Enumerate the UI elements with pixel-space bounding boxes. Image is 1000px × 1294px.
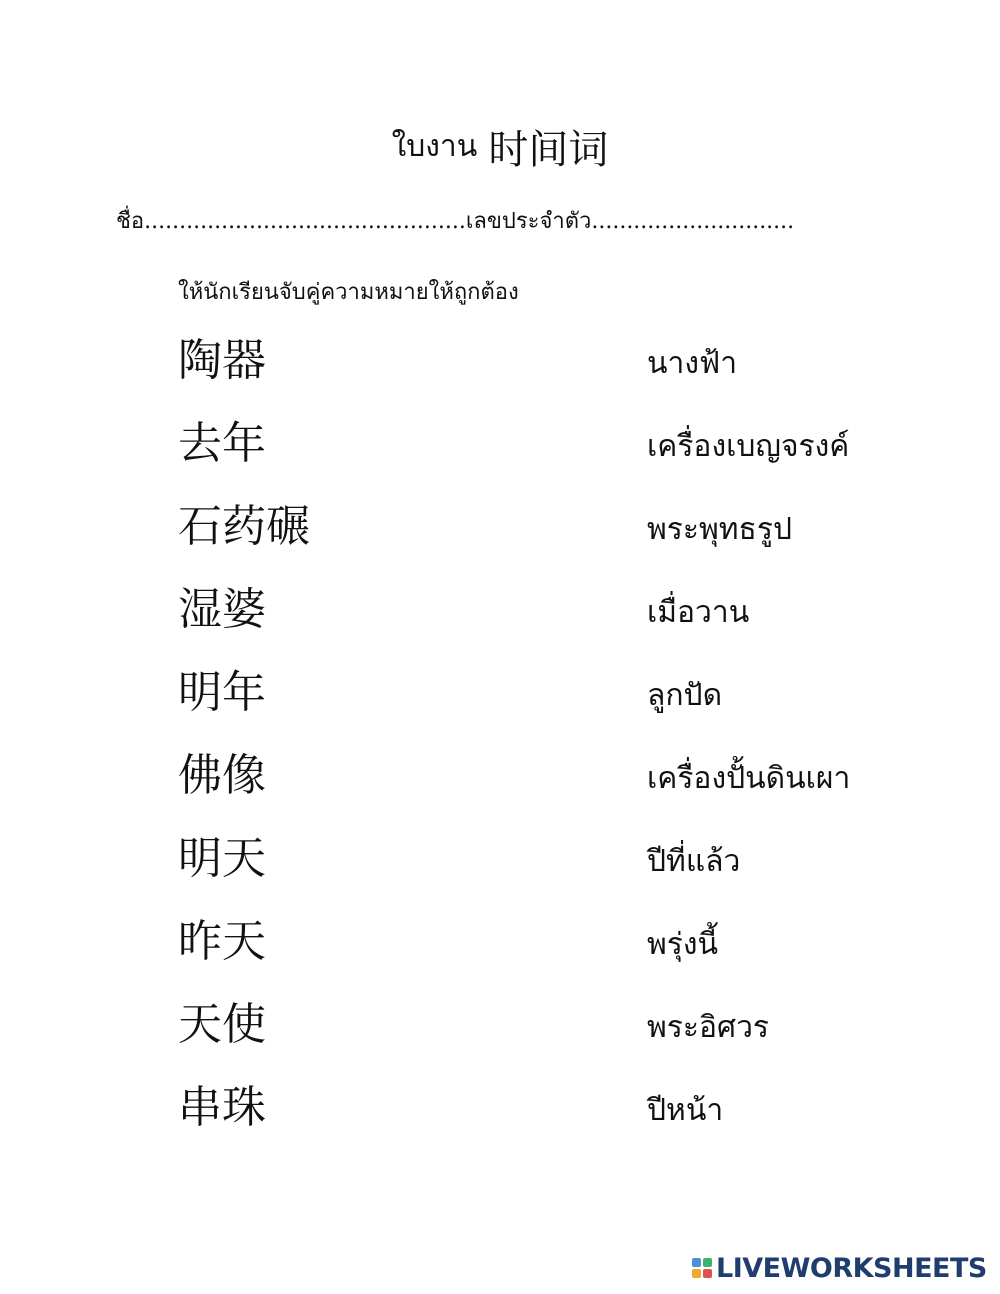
thai-meaning: ลูกปัด [647,678,723,713]
chinese-word: 湿婆 [178,584,266,635]
chinese-word: 去年 [178,418,266,469]
logo-square-icon [703,1269,712,1278]
pair-row [0,1083,1000,1153]
liveworksheets-icon [692,1258,712,1278]
thai-meaning: นางฟ้า [647,346,738,381]
logo-square-icon [692,1269,701,1278]
thai-meaning: เครื่องปั้นดินเผา [647,761,851,796]
chinese-word: 佛像 [178,750,266,801]
liveworksheets-logo [692,1252,987,1284]
logo-square-icon [692,1258,701,1267]
instruction-text: ให้นักเรียนจับคู่ความหมายให้ถูกต้อง [178,280,519,305]
thai-meaning: ปีที่แล้ว [647,844,741,879]
thai-meaning: เมื่อวาน [647,595,750,630]
worksheet-title [0,118,1000,175]
thai-meaning: พรุ่งนี้ [647,927,719,962]
chinese-word: 陶器 [178,335,266,386]
thai-meaning: พระอิศวร [647,1010,770,1045]
pair-row [0,502,1000,572]
thai-meaning: พระพุทธรูป [647,512,793,547]
pair-row [0,1000,1000,1070]
pair-row [0,585,1000,655]
thai-meaning: เครื่องเบญจรงค์ [647,429,850,464]
chinese-word: 昨天 [178,916,266,967]
thai-meaning: ปีหน้า [647,1093,724,1128]
logo-square-icon [703,1258,712,1267]
title-chinese: 时间词 [488,127,609,173]
pair-row [0,668,1000,738]
pair-row [0,751,1000,821]
chinese-word: 明年 [178,667,266,718]
name-id-line: ชื่อ..............................................เลขประจำตัว............................. [116,209,795,234]
chinese-word: 串珠 [178,1082,266,1133]
pair-row [0,834,1000,904]
logo-text: LIVEWORKSHEETS [716,1252,987,1284]
chinese-word: 明天 [178,833,266,884]
chinese-word: 石药碾 [178,501,310,552]
title-thai: ใบงาน [391,129,478,164]
pair-row [0,419,1000,489]
pair-row [0,336,1000,406]
chinese-word: 天使 [178,999,266,1050]
pair-row [0,917,1000,987]
